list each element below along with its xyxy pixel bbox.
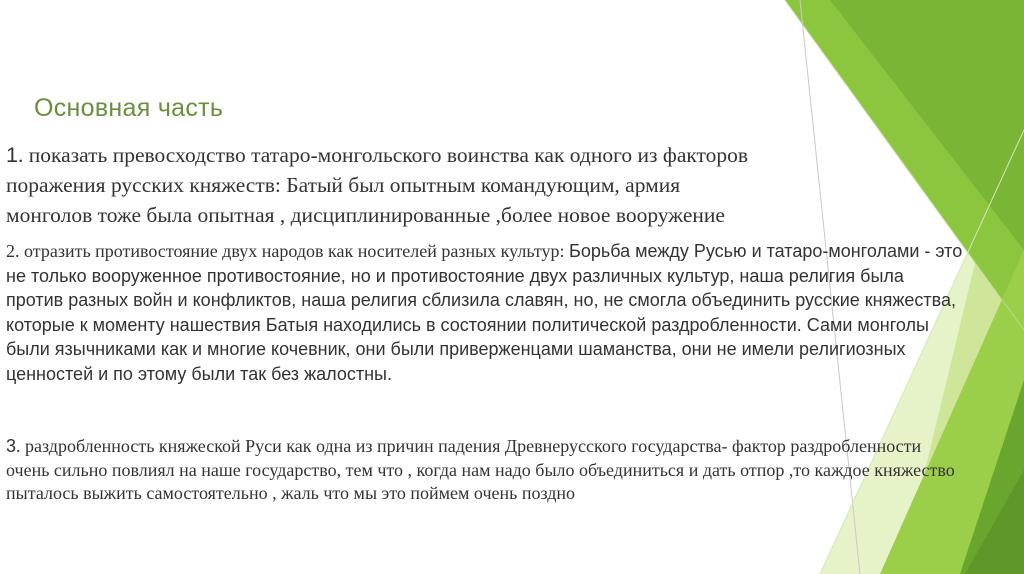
point-2-text (6, 239, 966, 386)
point-2-lead: 2. отразить противостояние двух народов как носителей разных культур: (6, 241, 570, 261)
point-1-number: 1 (6, 143, 18, 167)
slide-title: Основная часть (34, 94, 224, 122)
point-3-body: . раздробленность княжеской Руси как одна из причин падения Древнерусского государства- фактор раздробленности очень сильно повлиял на наше государство, тем что , когда нам надо было объединиться и дать отпор ,то каждое княжество пыталось выжить самостоятельно , жаль что мы это поймем очень поздно (6, 436, 955, 503)
point-1-text (6, 140, 766, 230)
point-3-number: 3 (6, 436, 17, 456)
point-3-text (6, 435, 966, 506)
point-1-body: . показать превосходство татаро-монгольского воинства как одного из факторов поражения русских княжеств: Батый был опытным командующим, армия монголов тоже была опытная , дисциплинированные ,более новое вооружение (6, 143, 749, 227)
point-2-body: Борьба между Русью и татаро-монголами - это не только вооруженное противостояние, но и противостояние двух различных культур, наша религия была против разных войн и конфликтов, наша религия сблизила славян, но, не смогла объединить русские княжества, которые к моменту нашествия Батыя находились в состоянии политической раздробленности. Сами монголы были язычниками как и многие кочевник, они были приверженцами шаманства, они не имели религиозных ценностей и по этому были так без жалостны. (6, 241, 963, 384)
